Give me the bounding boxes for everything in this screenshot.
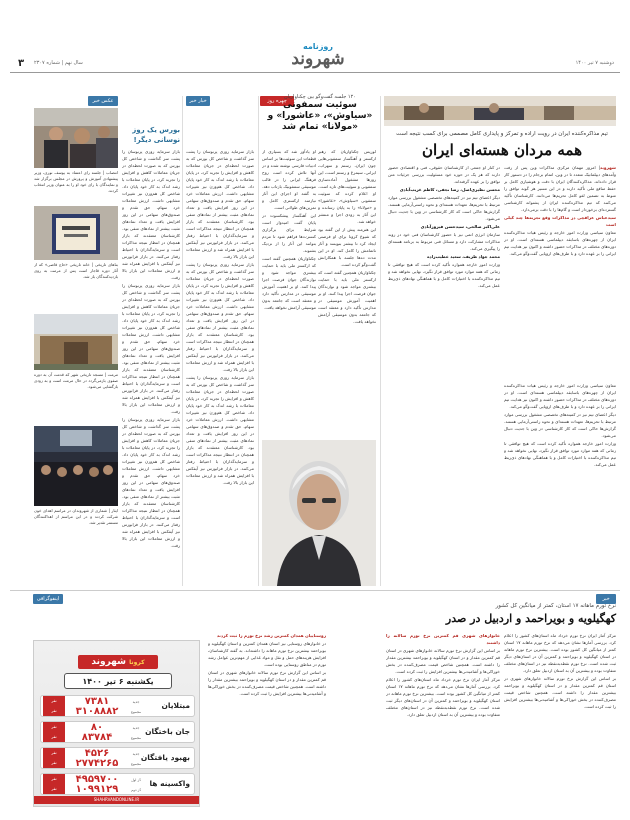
stat-new-value: ۸۰	[90, 722, 104, 733]
stat-total-value: ۸۳۷۸۴	[81, 732, 113, 743]
main-headline: همه مردان هسته‌ای ایران	[421, 141, 583, 159]
main-body-6b: وزارت امور خارجه همواره تأکید کرده است که هیچ توافقی تا زمانی که همه موارد مورد توافق قرار نگیرد، نهایی نخواهد شد و تیم مذاکره‌کننده با اختیارات کامل و با هماهنگی نهادهای ذی‌ربط عمل می‌کند.	[504, 441, 616, 467]
stat-new-value: ۷۳۸۱	[84, 696, 110, 707]
stat-new-value: ۴۵۲۶	[84, 748, 110, 759]
bottom-body-3b: بر اساس این گزارش نرخ تورم سالانه خانوارهای شهری در استان قم کمترین مقدار و در استان کهگیلویه و بویراحمد بیشترین مقدار را داشته است. همچنین شاخص قیمت مصرف‌کننده در بخش خوراکی‌ها و آشامیدنی‌ها بیشترین افزایش را ثبت کرده است.	[208, 670, 326, 696]
caption-3: مرمت | مسجد تاریخی شهر که قدمت آن به دوره صفوی بازمی‌گردد در حال مرمت است و به زودی بازگشایی می‌شود.	[34, 372, 118, 389]
stat-label: بهبود یافتگان	[140, 753, 190, 762]
bottom-col2	[386, 632, 500, 810]
side-body-2: بازار سرمایه روزی پرنوسان را پشت سر گذاشت و شاخص کل بورس که به صورت لحظه‌ای در جریان معاملات کاهش و افزایش را تجربه کرد، در پایان معاملات با رشد اندک به کار خود پایان داد. شاخص کل هم‌وزن نیز تغییرات مشابهی داشت. ارزش معاملات خرد سهام، حق تقدم و صندوق‌های سهامی در این روز افزایش یافت و تعداد نمادهای مثبت بیشتر از نمادهای منفی بود. کارشناسان معتقدند که بازار همچنان در انتظار نتیجه مذاکرات است و سرمایه‌گذاران با احتیاط رفتار می‌کنند. در بازار فرابورس نیز آیفکس با افزایش همراه شد و ارزش معاملات این بازار بالا رفت.	[122, 149, 180, 280]
main-names-3: محمد جواد ظریف، سعید خطیب‌زاده	[427, 254, 500, 259]
stat-unit: نفر	[43, 748, 65, 758]
stat-total-value: ۲۷۷۴۲۶۵	[75, 758, 119, 769]
stat-row-deaths	[40, 721, 195, 743]
main-body-4b: دیگر اعضای تیم نیز در کمیته‌های تخصصی مشغول بررسی موارد مرتبط با تحریم‌ها، تعهدات هسته‌ای و نحوه راستی‌آزمایی هستند. گزارش‌ها حاکی است که کار کارشناسی در وین با جدیت دنبال می‌شود.	[504, 412, 616, 438]
caption-4: ایثار | شماری از شهروندان در مراسم اهدای خون شرکت کردند و در این مراسم از اهداکنندگان مستمر تقدیر شد.	[34, 508, 118, 525]
main-body-4: دیگر اعضای تیم نیز در کمیته‌های تخصصی مشغول بررسی موارد مرتبط با تحریم‌ها، تعهدات هسته‌ای و نحوه راستی‌آزمایی هستند. گزارش‌ها حاکی است که کار کارشناسی در وین با جدیت دنبال می‌شود.	[388, 195, 500, 221]
stat-row-infected	[40, 695, 195, 717]
chekenavarian-portrait	[262, 440, 376, 586]
logo-small: روزنامه	[303, 42, 333, 51]
main-article-col1	[504, 164, 616, 378]
newspaper-logo	[278, 42, 358, 70]
main-body-2: معاون سیاسی وزارت امور خارجه و رئیس هیات مذاکره‌کننده ایران از چهره‌های باسابقه دیپلماسی هسته‌ای است. او در دوره‌های مختلف در مذاکرات حضور داشته و اکنون نیز هدایت تیم ایرانی را بر عهده دارد و با طرف‌های اروپایی گفت‌وگو می‌کند.	[504, 230, 616, 256]
stat-new-label: جدید	[132, 726, 140, 730]
infographic-brand-name: شهروند	[91, 657, 126, 667]
bottom-body-3: در خانوارهای روستایی نیز استان همدان کمترین و استان کهگیلویه و بویراحمد بیشترین نرخ تورم ماهانه را داشته‌اند. به گفته کارشناسان، افزایش هزینه‌های حمل و نقل و مواد غذایی از مهم‌ترین عوامل رشد تورم در مناطق روستایی بوده است.	[208, 641, 326, 667]
feature-body-5: این آهنگساز پیشکسوت در پایان گفت امیدوار است شرایط برای برگزاری کنسرت‌ها فراهم شود تا مردم بتوانند این آثار را از نزدیک بشنوند.	[262, 213, 316, 253]
main-names-2: علی‌اکبر صالحی، سیدحسن فیروزآبادی	[420, 224, 500, 229]
column-rule	[258, 96, 259, 586]
stat-row-recovered	[40, 747, 195, 769]
side-body-cont2: بازار سرمایه روزی پرنوسان را پشت سر گذاشت و شاخص کل بورس که به صورت لحظه‌ای در جریان معاملات کاهش و افزایش را تجربه کرد، در پایان معاملات با رشد اندک به کار خود پایان داد. شاخص کل هم‌وزن نیز تغییرات مشابهی داشت. ارزش معاملات خرد سهام، حق تقدم و صندوق‌های سهامی در این روز افزایش یافت و تعداد نمادهای مثبت بیشتر از نمادهای منفی بود. کارشناسان معتقدند که بازار همچنان در انتظار نتیجه مذاکرات است و سرمایه‌گذاران با احتیاط رفتار می‌کنند. در بازار فرابورس نیز آیفکس با افزایش همراه شد و ارزش معاملات این بازار بالا رفت.	[186, 375, 254, 485]
bottom-kicker: نرخ تورم ماهانه ۱۷ استان، کمتر از میانگین کل کشور	[495, 603, 616, 609]
main-names-1: محسن نظیری‌اصل، رضا نجفی، کاظم غریب‌آبادی	[399, 187, 500, 192]
lead-source: شهروند	[599, 165, 616, 170]
stat-new-label: دُز اول	[131, 778, 141, 782]
stat-total-label: مجموع	[130, 762, 142, 766]
main-body-3: در کنار او جمعی از کارشناسان حقوقی، فنی و اقتصادی حضور دارند که هر یک در حوزه خود مسئولیت بررسی جزئیات متن توافق را بر عهده گرفته‌اند.	[388, 165, 500, 184]
bottom-subhead-2: خانوارهای شهری قم کمترین نرخ تورم سالانه را داشتند	[386, 633, 500, 645]
column-rule	[182, 96, 183, 586]
section-divider	[10, 590, 620, 591]
bottom-col3	[208, 632, 326, 810]
bottom-subhead-3: روستاییان همدان کمترین رشد نرخ تورم را ثبت کردند	[216, 633, 326, 638]
negotiators-photo	[384, 96, 616, 126]
feature-title: سوئیت سمفونی «سیاوش»، «عاشورا» و «مولانا» تمام شد	[267, 100, 373, 132]
infographic-brand	[78, 655, 158, 669]
main-subhead-1: سیدعباس عراقچی در مذاکرات وقع تجربه‌ها چند کیلی است	[504, 215, 616, 227]
tag-short-news: خبار خبر	[186, 96, 210, 106]
stat-new-value: ۴۹۵۹۷۰۰	[75, 774, 119, 785]
feature-body-3b: چکناواریان همچنین گفته است که ارکستر ملی باید با حمایت بیشتری مواجه شود و نوازندگان جوان فرصت اجرا پیدا کنند. او بر اهمیت آموزش موسیقی در مدارس تأکید دارد و معتقد است که جامعه بدون موسیقی آرامش نخواهد یافت.	[262, 256, 316, 310]
stat-total-label: دُز دوم	[131, 788, 141, 792]
stat-unit: نفر	[43, 706, 65, 716]
feature-body-4: او یادآور شد که بسیاری از قطعات این سوئیت‌ها بر اساس ادبیات فارسی نوشته شده و در آنها تلاش کرده است روح فرهنگ ایرانی را در قالب موسیقی سمفونیک بازتاب دهد. به گفته او اجرای این آثار نیازمند ارکستری کامل و تمرین‌های طولانی است.	[262, 149, 316, 210]
stat-total-value: ۱۰۹۹۱۲۹	[75, 784, 119, 795]
side-article-col2	[122, 148, 180, 588]
caption-2: بناهای تاریخی | خانه تاریخی «حاج قاضی» که از آثار دوره قاجار است پس از مرمت به روی بازدیدکنندگان باز شد.	[34, 262, 118, 279]
covid-infographic	[33, 640, 200, 807]
caption-1: انتصاب | جلسه رای اعتماد به یوسف نوری، وزیر پیشنهادی آموزش و پرورش در مجلس برگزار شد و نمایندگان با رای خود او را به عنوان وزیر انتخاب کردند.	[34, 170, 118, 193]
news-photo-mosque	[34, 314, 118, 370]
feature-body-3: چکناواریان همچنین گفته است که ارکستر ملی باید با حمایت بیشتری مواجه شود و نوازندگان جوان فرصت اجرا پیدا کنند. او بر اهمیت آموزش موسیقی در مدارس تأکید دارد و معتقد است که جامعه بدون موسیقی آرامش نخواهد یافت.	[318, 270, 376, 324]
stat-label: واکسینه ها	[149, 779, 190, 788]
infographic-url: SHAHRVANDONLINE.IR	[34, 796, 199, 804]
side-body: بازار سرمایه روزی پرنوسان را پشت سر گذاشت و شاخص کل بورس که به صورت لحظه‌ای در جریان معاملات کاهش و افزایش را تجربه کرد، در پایان معاملات با رشد اندک به کار خود پایان داد. شاخص کل هم‌وزن نیز تغییرات مشابهی داشت. ارزش معاملات خرد سهام، حق تقدم و صندوق‌های سهامی در این روز افزایش یافت و تعداد نمادهای مثبت بیشتر از نمادهای منفی بود. کارشناسان معتقدند که بازار همچنان در انتظار نتیجه مذاکرات است و سرمایه‌گذاران با احتیاط رفتار می‌کنند. در بازار فرابورس نیز آیفکس با افزایش همراه شد و ارزش معاملات این بازار بالا رفت.	[186, 149, 254, 259]
stat-new-label: جدید	[132, 752, 140, 756]
logo-big: شهروند	[291, 49, 345, 69]
stat-total-value: ۳۱۰۸۸۸۲	[75, 706, 119, 717]
main-body-6: وزارت امور خارجه همواره تأکید کرده است که هیچ توافقی تا زمانی که همه موارد مورد توافق قرار نگیرد، نهایی نخواهد شد و تیم مذاکره‌کننده با اختیارات کامل و با هماهنگی نهادهای ذی‌ربط عمل می‌کند.	[388, 262, 500, 288]
main-kicker: تیم مذاکره‌کننده ایران در رویت اراده و تمرکز و پایداری کامل مصممی برای کسب نتیجه است	[396, 131, 608, 137]
feature-body-1: لوریس چکناواریان که رهبر ارکستر و آهنگساز سمفونی‌هایی چون ایران، رستم و سهراب، ایرانی، سیمرغ و رستم است، این روزها مشغول آماده‌سازی سمفونی و سوئیت‌های تازه است. او اعلام کرده که سوئیت سمفونی «سیاوش»، «عاشورا» و «مولانا» را به پایان رسانده و این آثار به زودی اجرا و منتشر خواهد شد.	[318, 149, 376, 224]
stat-row-vaccinated	[40, 773, 195, 795]
stat-unit: نفر	[43, 722, 65, 732]
masthead-rule	[10, 72, 620, 73]
masthead	[10, 40, 620, 74]
stat-new-label: جدید	[132, 700, 140, 704]
side-body-2c: بازار سرمایه روزی پرنوسان را پشت سر گذاشت و شاخص کل بورس که به صورت لحظه‌ای در جریان معاملات کاهش و افزایش را تجربه کرد، در پایان معاملات با رشد اندک به کار خود پایان داد. شاخص کل هم‌وزن نیز تغییرات مشابهی داشت. ارزش معاملات خرد سهام، حق تقدم و صندوق‌های سهامی در این روز افزایش یافت و تعداد نمادهای مثبت بیشتر از نمادهای منفی بود. کارشناسان معتقدند که بازار همچنان در انتظار نتیجه مذاکرات است و سرمایه‌گذاران با احتیاط رفتار می‌کنند. در بازار فرابورس نیز آیفکس با افزایش همراه شد و ارزش معاملات این بازار بالا رفت.	[122, 417, 180, 548]
feature-body-2: این هنرمند پیش از این گفته بود که شیوع کرونا برای او فرصتی ایجاد کرد تا بیشتر بنویسد و آثار ناتمامش را کامل کند. او در این مدت ده‌ها جلسه با همکارانش گفت‌وگو کرده است.	[318, 227, 376, 267]
feature-col1	[318, 148, 376, 438]
stat-unit: نفر	[43, 732, 65, 742]
main-article-col1b	[504, 382, 616, 584]
stat-label: مبتلایان	[161, 701, 190, 710]
bottom-body-2: بر اساس این گزارش نرخ تورم سالانه خانوارهای شهری در استان قم کمترین مقدار و در استان کهگیلویه و بویراحمد بیشترین مقدار را داشته است. همچنین شاخص قیمت مصرف‌کننده در بخش خوراکی‌ها و آشامیدنی‌ها بیشترین افزایش را ثبت کرده است.	[386, 648, 500, 674]
issue-date: دوشنبه ۷ تیر ۱۴۰۰	[575, 60, 614, 66]
bottom-col1	[504, 632, 616, 810]
column-rule	[380, 96, 381, 586]
infographic-brand-sub: کرونا	[129, 659, 145, 666]
stat-unit: نفر	[43, 758, 65, 768]
side-article-col1	[186, 148, 254, 588]
bottom-body-1: مرکز آمار ایران نرخ تورم خرداد ماه استان‌های کشور را اعلام کرد. بررسی آمارها نشان می‌دهد که نرخ تورم ماهانه ۱۷ استان کمتر از میانگین کل کشور بوده است. بیشترین نرخ تورم ماهانه در استان کهگیلویه و بویراحمد و کمترین آن در استان‌های دیگر ثبت شده است. نرخ تورم نقطه‌به‌نقطه نیز در استان‌های مختلف متفاوت بوده و بیشترین آن به استان اردبیل تعلق دارد.	[504, 633, 616, 673]
main-body-2b: معاون سیاسی وزارت امور خارجه و رئیس هیات مذاکره‌کننده ایران از چهره‌های باسابقه دیپلماسی هسته‌ای است. او در دوره‌های مختلف در مذاکرات حضور داشته و اکنون نیز هدایت تیم ایرانی را بر عهده دارد و با طرف‌های اروپایی گفت‌وگو می‌کند.	[504, 383, 616, 409]
side-body-2b: بازار سرمایه روزی پرنوسان را پشت سر گذاشت و شاخص کل بورس که به صورت لحظه‌ای در جریان معاملات کاهش و افزایش را تجربه کرد، در پایان معاملات با رشد اندک به کار خود پایان داد. شاخص کل هم‌وزن نیز تغییرات مشابهی داشت. ارزش معاملات خرد سهام، حق تقدم و صندوق‌های سهامی در این روز افزایش یافت و تعداد نمادهای مثبت بیشتر از نمادهای منفی بود. کارشناسان معتقدند که بازار همچنان در انتظار نتیجه مذاکرات است و سرمایه‌گذاران با احتیاط رفتار می‌کنند. در بازار فرابورس نیز آیفکس با افزایش همراه شد و ارزش معاملات این بازار بالا رفت.	[122, 283, 180, 414]
stat-unit: نفر	[43, 696, 65, 706]
stat-total-label: مجموع	[130, 710, 142, 714]
stat-label: جان باختگان	[145, 727, 190, 736]
main-body-1: | امروز مهمان مرکزی مذاکرات وین پس از رفت وآمدهای دیپلماتیک متعدد تا در وین، اتمام برجام را در دستور کار قرار داده‌اند. مذاکره‌کنندگان ایران با دقت و هوشیاری کامل بر حفظ منافع ملی تأکید دارند و در این مسیر هر گونه توافق را منوط به تضمین لغو کامل تحریم‌ها می‌دانند. کارشناسان تأکید می‌کنند که تیم مذاکره‌کننده ایران از پشتوانه کارشناسی گسترده‌ای برخوردار است و گام‌ها را با دقت برمی‌دارد.	[504, 165, 616, 212]
bottom-body-1b: بر اساس این گزارش نرخ تورم سالانه خانوارهای شهری در استان قم کمترین مقدار و در استان کهگیلویه و بویراحمد بیشترین مقدار را داشته است. همچنین شاخص قیمت مصرف‌کننده در بخش خوراکی‌ها و آشامیدنی‌ها بیشترین افزایش را ثبت کرده است.	[504, 676, 616, 709]
tag-infographic: اینفوگرافی	[33, 594, 63, 604]
stat-unit: نفر	[43, 784, 65, 794]
tag-photo-news: عکس خبر	[88, 96, 118, 106]
news-photo-ceremony	[34, 426, 118, 506]
issue-number: سال نهم | شماره ۲۳۰۷	[34, 60, 83, 66]
infographic-date: یکشنبه ۶ تیر ۱۴۰۰	[64, 673, 172, 689]
bottom-headline: کهگیلویه و بویراحمد و اردبیل در صدر	[445, 612, 616, 625]
news-photo-historic-house	[34, 206, 118, 260]
page-number: ۳	[18, 58, 25, 69]
main-body-5: سازمان انرژی اتمی نیز با حضور کارشناسان فنی خود در روند مذاکرات مشارکت دارد و مسائل فنی مربوط به برنامه هسته‌ای را پیگیری می‌کند.	[388, 232, 500, 251]
tag-face: چهره روز	[260, 96, 294, 106]
feature-kicker: ۱۲۰ جلسه گفت‌وگو بین چکناواریان	[284, 94, 356, 100]
side-headline: بورس یک روز نوسانی دیگر!	[132, 126, 180, 144]
stat-total-label: مجموع	[130, 736, 142, 740]
feature-col2	[262, 148, 316, 438]
bottom-body-2b: مرکز آمار ایران نرخ تورم خرداد ماه استان‌های کشور را اعلام کرد. بررسی آمارها نشان می‌دهد که نرخ تورم ماهانه ۱۷ استان کمتر از میانگین کل کشور بوده است. بیشترین نرخ تورم ماهانه در استان کهگیلویه و بویراحمد و کمترین آن در استان‌های دیگر ثبت شده است. نرخ تورم نقطه‌به‌نقطه نیز در استان‌های مختلف متفاوت بوده و بیشترین آن به استان اردبیل تعلق دارد.	[386, 677, 500, 717]
news-photo-parliament	[34, 108, 118, 168]
feature-header	[265, 94, 375, 144]
side-body-cont: بازار سرمایه روزی پرنوسان را پشت سر گذاشت و شاخص کل بورس که به صورت لحظه‌ای در جریان معاملات کاهش و افزایش را تجربه کرد، در پایان معاملات با رشد اندک به کار خود پایان داد. شاخص کل هم‌وزن نیز تغییرات مشابهی داشت. ارزش معاملات خرد سهام، حق تقدم و صندوق‌های سهامی در این روز افزایش یافت و تعداد نمادهای مثبت بیشتر از نمادهای منفی بود. کارشناسان معتقدند که بازار همچنان در انتظار نتیجه مذاکرات است و سرمایه‌گذاران با احتیاط رفتار می‌کنند. در بازار فرابورس نیز آیفکس با افزایش همراه شد و ارزش معاملات این بازار بالا رفت.	[186, 262, 254, 372]
main-article-col2	[388, 164, 500, 584]
tag-bottom-news: خبر	[596, 594, 616, 604]
stat-unit: نفر	[43, 774, 65, 784]
